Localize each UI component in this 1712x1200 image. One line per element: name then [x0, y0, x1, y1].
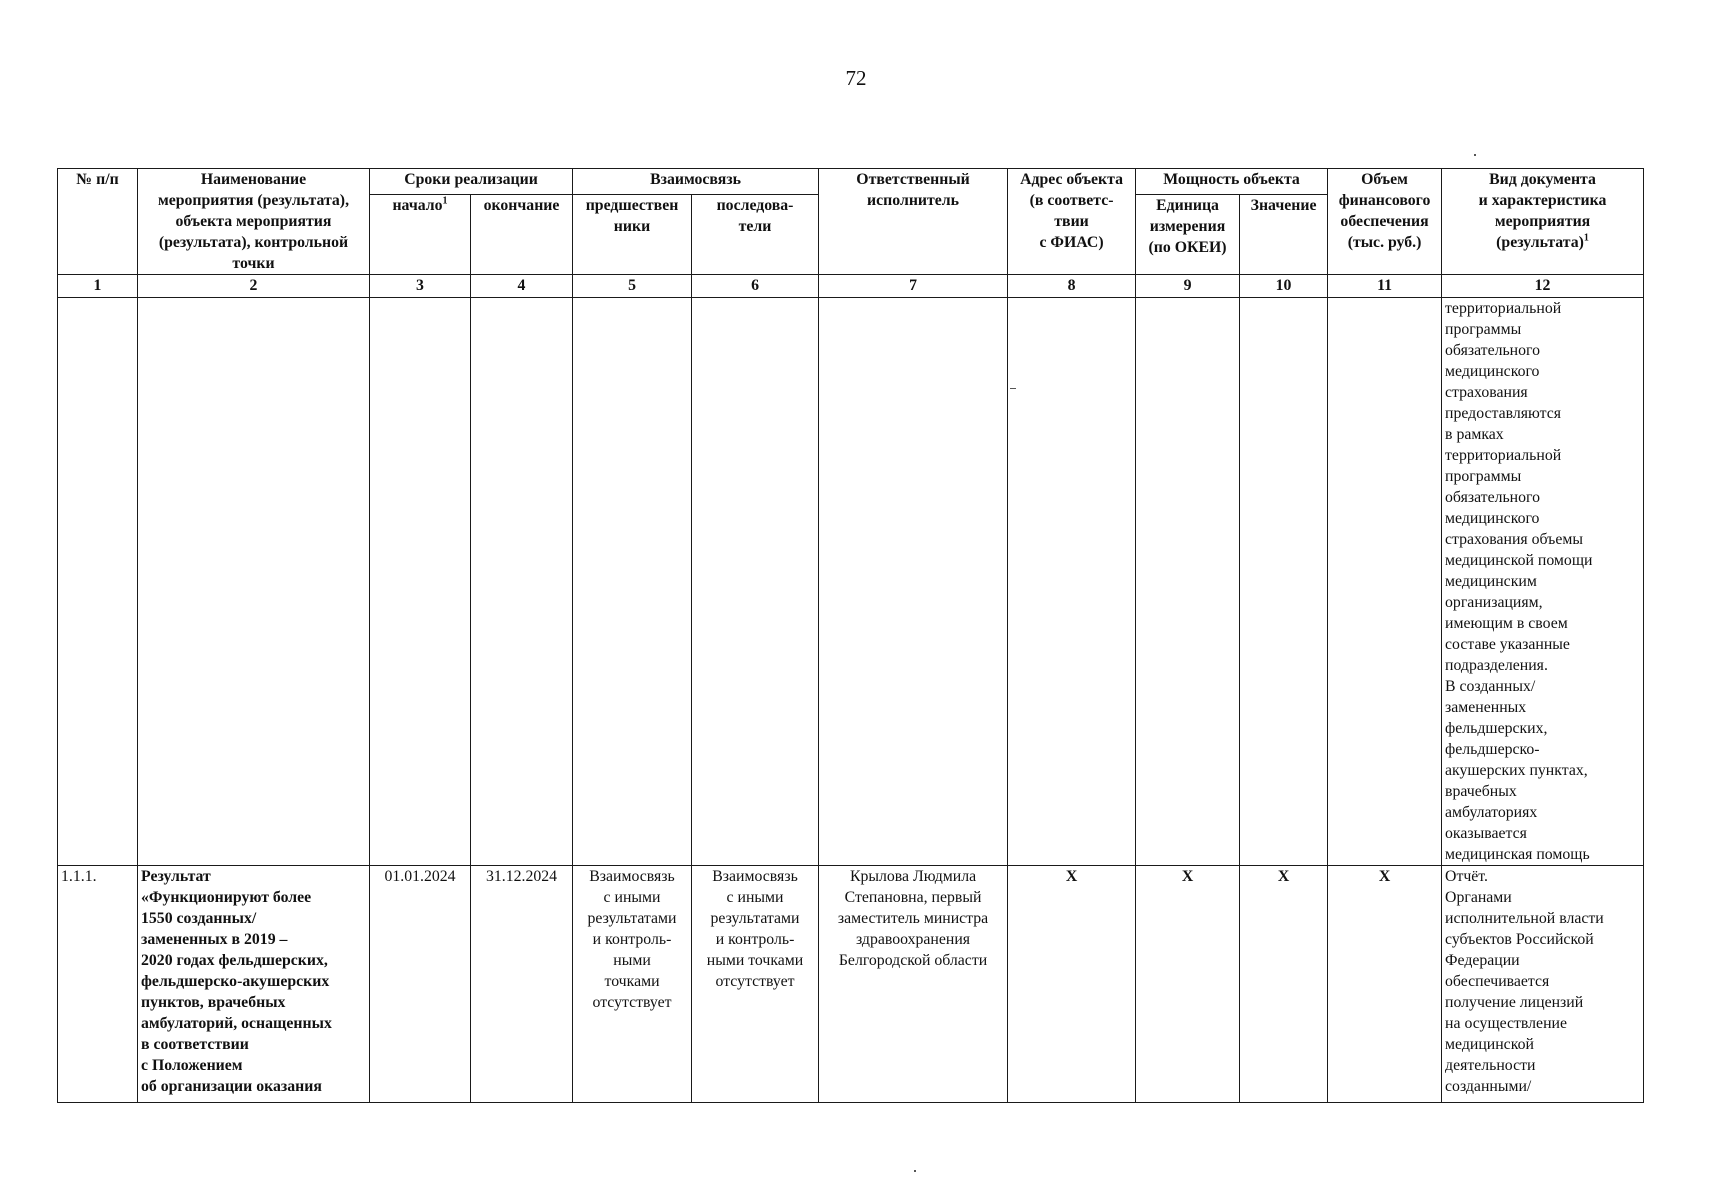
column-number: 2 — [138, 275, 370, 298]
footnote-mark: 1 — [442, 195, 448, 207]
result-successors: Взаимосвязь с иными результатами и контроль- ными точками отсутствует — [692, 866, 819, 1103]
header-name: Наименование мероприятия (результата), объекта мероприятия (результата), контрольной точки — [138, 169, 370, 275]
table-cell — [1008, 298, 1136, 866]
table-cell — [138, 298, 370, 866]
column-number: 10 — [1240, 275, 1328, 298]
header-doc-text: Вид документа и характеристика мероприятия (результата) — [1478, 171, 1607, 251]
scan-speck — [1010, 388, 1016, 389]
header-relation: Взаимосвязь — [573, 169, 819, 195]
table-cell — [1240, 298, 1328, 866]
table-cell — [370, 298, 471, 866]
header-address: Адрес объекта (в соответс- твии с ФИАС) — [1008, 169, 1136, 275]
scan-speck — [1474, 154, 1476, 156]
header-doc — [1442, 169, 1644, 275]
table-cell — [1136, 298, 1240, 866]
header-row-1 — [58, 169, 1644, 195]
column-number: 5 — [573, 275, 692, 298]
result-name: Результат «Функционируют более 1550 созданных/ замененных в 2019 – 2020 годах фельдшерских, фельдшерско-акушерских пунктов, врачебных амбулаторий, оснащенных в соответствии с Положением об организации оказания — [138, 866, 370, 1103]
table-row — [58, 866, 1644, 1103]
column-number: 7 — [819, 275, 1008, 298]
result-end-date: 31.12.2024 — [471, 866, 573, 1103]
activity-plan-table — [57, 168, 1644, 1103]
header-start-text: начало — [392, 197, 443, 214]
table-row — [58, 298, 1644, 866]
page-number: 72 — [845, 66, 867, 90]
header-capacity: Мощность объекта — [1136, 169, 1328, 195]
result-predecessors: Взаимосвязь с иными результатами и контроль- ными точками отсутствует — [573, 866, 692, 1103]
table-cell — [1328, 298, 1442, 866]
document-description-continued: территориальной программы обязательного медицинского страхования предоставляются в рамках территориальной программы обязательного медицинского страхования объемы медицинской помощи медицинским организациям, имеющим в своем составе указанные подразделения. В созданных/ замененных фельдшерских, фельдшерско- акушерских пунктах, врачебных амбулаториях оказывается медицинская помощь — [1442, 298, 1644, 866]
result-finance: Х — [1328, 866, 1442, 1103]
header-start — [370, 195, 471, 275]
column-number: 3 — [370, 275, 471, 298]
table-cell — [471, 298, 573, 866]
header-terms: Сроки реализации — [370, 169, 573, 195]
column-number: 6 — [692, 275, 819, 298]
header-end: окончание — [471, 195, 573, 275]
result-start-date: 01.01.2024 — [370, 866, 471, 1103]
column-number: 12 — [1442, 275, 1644, 298]
header-unit: Единица измерения (по ОКЕИ) — [1136, 195, 1240, 275]
table-cell — [692, 298, 819, 866]
column-number: 9 — [1136, 275, 1240, 298]
scan-speck — [914, 1170, 916, 1172]
table-cell — [573, 298, 692, 866]
column-number: 1 — [58, 275, 138, 298]
table-cell — [819, 298, 1008, 866]
column-number: 4 — [471, 275, 573, 298]
result-responsible: Крылова Людмила Степановна, первый заместитель министра здравоохранения Белгородской области — [819, 866, 1008, 1103]
result-document: Отчёт. Органами исполнительной власти субъектов Российской Федерации обеспечивается получение лицензий на осуществление медицинской деятельности созданными/ — [1442, 866, 1644, 1103]
result-number: 1.1.1. — [58, 866, 138, 1103]
table-cell — [58, 298, 138, 866]
result-value: Х — [1240, 866, 1328, 1103]
result-unit: Х — [1136, 866, 1240, 1103]
header-predecessors: предшествен ники — [573, 195, 692, 275]
header-num: № п/п — [58, 169, 138, 275]
header-responsible: Ответственный исполнитель — [819, 169, 1008, 275]
footnote-mark: 1 — [1583, 232, 1589, 244]
result-address: Х — [1008, 866, 1136, 1103]
header-value: Значение — [1240, 195, 1328, 275]
header-successors: последова- тели — [692, 195, 819, 275]
column-number: 11 — [1328, 275, 1442, 298]
column-number: 8 — [1008, 275, 1136, 298]
column-number-row — [58, 275, 1644, 298]
header-finance: Объем финансового обеспечения (тыс. руб.) — [1328, 169, 1442, 275]
